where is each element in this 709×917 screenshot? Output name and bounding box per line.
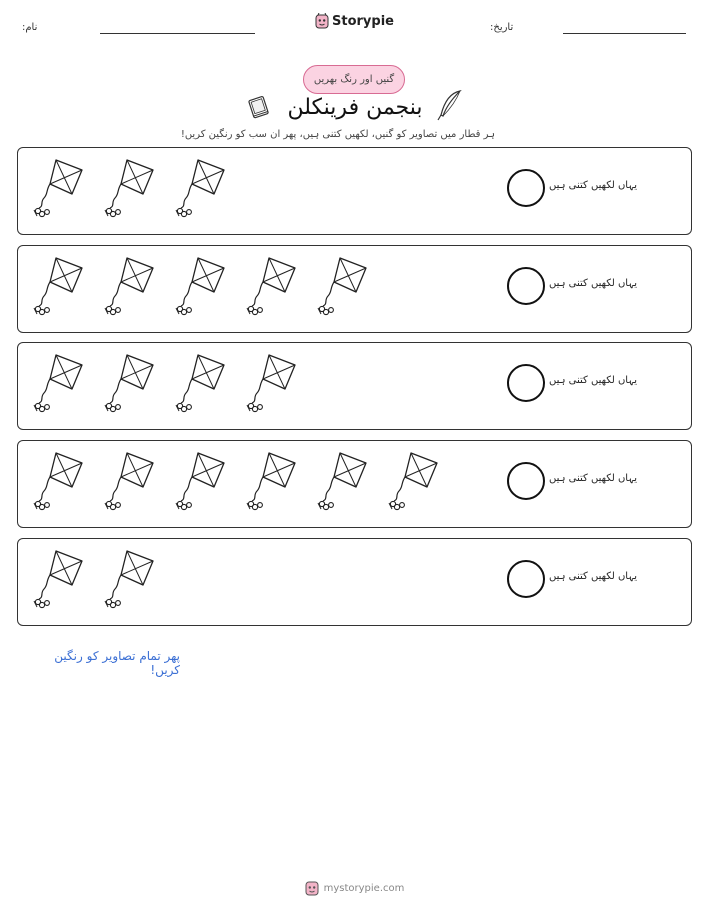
footer — [0, 880, 709, 900]
kite-icon — [101, 351, 159, 415]
page-title: بنجمن فرینکلن — [287, 95, 423, 120]
count-row-5 — [17, 538, 692, 626]
count-row-4 — [17, 440, 692, 528]
kite-icon — [172, 156, 230, 220]
answer-circle[interactable] — [507, 169, 545, 207]
date-line[interactable] — [563, 33, 686, 34]
kite-icon — [101, 449, 159, 513]
storypie-logo-icon — [315, 13, 329, 29]
footer-site: mystorypie.com — [323, 882, 405, 894]
write-count-label: یہاں لکھیں کتنی ہیں — [549, 278, 637, 289]
answer-circle[interactable] — [507, 267, 545, 305]
answer-circle[interactable] — [507, 364, 545, 402]
instructions: ہر قطار میں تصاویر کو گنیں، لکھیں کتنی ہیں، پھر ان سب کو رنگین کریں! — [180, 129, 495, 140]
kite-icon — [172, 351, 230, 415]
answer-circle[interactable] — [507, 462, 545, 500]
kite-icon — [30, 351, 88, 415]
kite-icon — [101, 254, 159, 318]
write-count-label: یہاں لکھیں کتنی ہیں — [549, 180, 637, 191]
write-count-label: یہاں لکھیں کتنی ہیں — [549, 473, 637, 484]
kite-icon — [243, 254, 301, 318]
brand — [0, 13, 709, 33]
answer-circle[interactable] — [507, 560, 545, 598]
kite-icon — [243, 449, 301, 513]
book-icon — [246, 94, 272, 120]
kite-icon — [314, 449, 372, 513]
kite-icon — [172, 449, 230, 513]
kite-icon — [101, 547, 159, 611]
feather-quill-icon — [436, 89, 464, 121]
kite-icon — [30, 254, 88, 318]
storypie-footer-logo-icon — [305, 880, 319, 896]
name-line[interactable] — [100, 33, 255, 34]
name-label: نام: — [22, 22, 38, 33]
kite-icon — [30, 547, 88, 611]
kite-icon — [243, 351, 301, 415]
kite-icon — [314, 254, 372, 318]
kite-icon — [172, 254, 230, 318]
date-label: تاریخ: — [490, 22, 514, 33]
write-count-label: یہاں لکھیں کتنی ہیں — [549, 375, 637, 386]
activity-pill: گنیں اور رنگ بھریں — [303, 65, 405, 94]
count-row-2 — [17, 245, 692, 333]
brand-name: Storypie — [332, 13, 394, 29]
write-count-label: یہاں لکھیں کتنی ہیں — [549, 571, 637, 582]
kite-icon — [30, 156, 88, 220]
kite-icon — [101, 156, 159, 220]
count-row-1 — [17, 147, 692, 235]
count-row-3 — [17, 342, 692, 430]
kite-icon — [30, 449, 88, 513]
kite-icon — [385, 449, 443, 513]
color-instruction: پھر تمام تصاویر کو رنگین کریں! — [54, 649, 180, 677]
